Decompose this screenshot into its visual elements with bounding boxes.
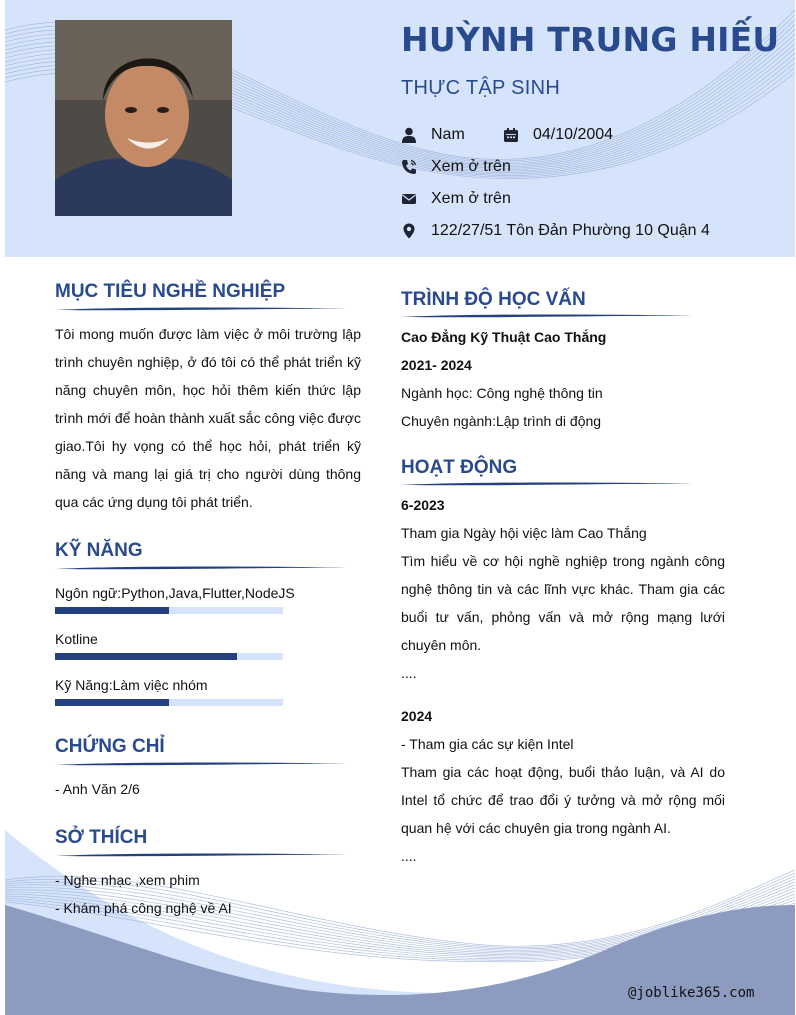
activity-name: Tham gia Ngày hội việc làm Cao Thắng — [401, 525, 647, 541]
skill-bar-fill-1 — [55, 607, 169, 614]
gender-row — [401, 123, 465, 147]
certificates-underline — [55, 761, 347, 767]
phone-row — [401, 155, 511, 179]
address-value: 122/27/51 Tôn Đản Phường 10 Quận 4 — [431, 222, 710, 239]
skill-label-2: Kotline — [55, 631, 98, 647]
profile-photo — [55, 20, 232, 216]
objective-title: MỤC TIÊU NGHỀ NGHIỆP — [55, 281, 286, 302]
job-position: THỰC TẬP SINH — [401, 77, 561, 99]
gender-value: Nam — [431, 126, 465, 143]
skills-underline — [55, 565, 347, 571]
cv-page — [5, 0, 795, 1015]
education-school: Cao Đẳng Kỹ Thuật Cao Thắng — [401, 329, 607, 345]
skill-bar-1 — [55, 607, 283, 614]
hobby-item: - Khám phá công nghệ về AI — [55, 900, 232, 916]
birthday-value: 04/10/2004 — [533, 126, 614, 143]
education-specialty: Chuyên ngành:Lập trình di động — [401, 413, 602, 429]
skill-bar-fill-2 — [55, 653, 237, 660]
objective-underline — [55, 306, 347, 312]
address-row — [401, 219, 710, 243]
education-period: 2021- 2024 — [401, 357, 472, 373]
skill-bar-fill-3 — [55, 699, 169, 706]
skill-label-3: Kỹ Năng:Làm việc nhóm — [55, 677, 208, 693]
hobby-item: - Nghe nhạc ,xem phim — [55, 872, 200, 888]
user-icon — [401, 127, 417, 143]
activity-date: 6-2023 — [401, 497, 445, 513]
hobbies-underline — [55, 852, 347, 858]
activity-description: Tìm hiểu về cơ hội nghề nghiệp trong ngành công nghệ thông tin và các lĩnh vực khác. Tham gia các buổi tư vấn, phỏng vấn và mở rộng mạng lưới chuyên môn. — [401, 553, 725, 653]
envelope-icon — [401, 191, 417, 207]
objective-text: Tôi mong muốn được làm việc ở môi trường lập trình chuyên nghiệp, ở đó tôi có thể phát triển kỹ năng chuyên môn, học hỏi thêm kiến thức lập trình mới để hoàn thành xuất sắc công việc được giao.Tôi hy vọng có thể học hỏi, phát triển kỹ năng và mang lại giá trị cho người dùng thông qua các ứng dụng tôi phát triển. — [55, 326, 361, 510]
hobbies-title: SỞ THÍCH — [55, 827, 148, 848]
phone-icon — [401, 159, 417, 175]
full-name: HUỲNH TRUNG HIẾU — [401, 20, 780, 59]
education-major: Ngành học: Công nghệ thông tin — [401, 385, 603, 401]
footer-watermark: @joblike365.com — [628, 985, 755, 1001]
birthday-row — [503, 123, 613, 147]
activity-date: 2024 — [401, 708, 433, 724]
certificates-title: CHỨNG CHỈ — [55, 736, 165, 757]
skills-title: KỸ NĂNG — [55, 540, 143, 561]
skill-bar-2 — [55, 653, 283, 660]
email-value: Xem ở trên — [431, 190, 511, 207]
activity-more: .... — [401, 665, 417, 681]
activity-description: Tham gia các hoạt động, buổi thảo luận, và AI do Intel tổ chức để trao đổi ý tưởng và mở rộng mối quan hệ với các chuyên gia trong ngành AI. — [401, 764, 725, 836]
education-title: TRÌNH ĐỘ HỌC VẤN — [401, 289, 586, 310]
certificate-item: - Anh Văn 2/6 — [55, 781, 140, 797]
email-row — [401, 187, 511, 211]
location-pin-icon — [401, 223, 417, 239]
skill-bar-3 — [55, 699, 283, 706]
education-underline — [401, 313, 693, 319]
skill-label-1: Ngôn ngữ:Python,Java,Flutter,NodeJS — [55, 585, 295, 601]
activities-title: HOẠT ĐỘNG — [401, 457, 518, 478]
calendar-icon — [503, 127, 519, 143]
phone-value: Xem ở trên — [431, 158, 511, 175]
activity-name: - Tham gia các sự kiện Intel — [401, 736, 574, 752]
activities-underline — [401, 481, 693, 487]
activity-more: .... — [401, 848, 417, 864]
